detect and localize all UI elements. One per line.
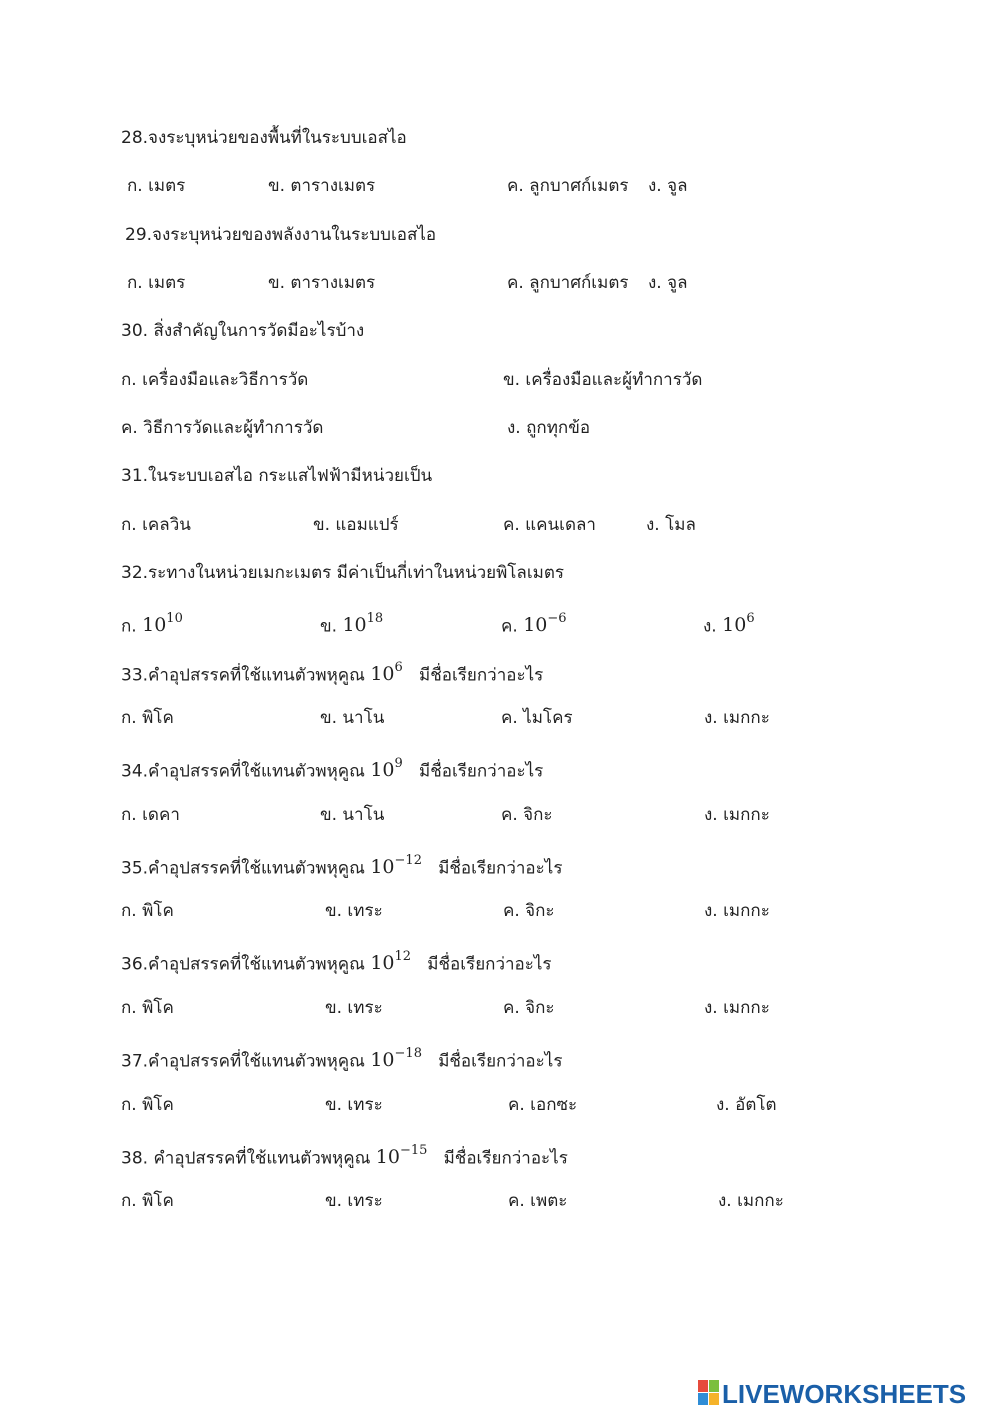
options-30-row2: [0, 408, 1000, 448]
option-c: ค. จิกะ: [503, 901, 555, 921]
option-b: ข. $10^{18}$: [320, 611, 384, 637]
option-b: ข. นาโน: [320, 708, 385, 728]
question-38: [0, 1133, 1000, 1173]
options-35: [0, 891, 1000, 931]
option-c: ค. แคนเดลา: [503, 515, 596, 535]
question-36: [0, 939, 1000, 979]
question-text: 32.ระทางในหน่วยเมกะเมตร มีค่าเป็นกี่เท่าในหน่วยพิโลเมตร: [121, 563, 565, 583]
question-28: [0, 118, 1000, 158]
option-d: ง. เมกกะ: [704, 708, 770, 728]
question-35: [0, 843, 1000, 883]
option-d: ง. เมกกะ: [704, 805, 770, 825]
liveworksheets-logo-text: LIVEWORKSHEETS: [722, 1379, 967, 1409]
liveworksheets-logo: [698, 1378, 993, 1410]
option-c: ค. จิกะ: [503, 998, 555, 1018]
option-d: ง. เมกกะ: [704, 901, 770, 921]
question-32: [0, 553, 1000, 593]
options-31: [0, 505, 1000, 545]
options-28: [0, 166, 1000, 206]
multiplier: $10^{12}$: [370, 949, 412, 975]
question-text: 38. คำอุปสรรคที่ใช้แทนตัวพหุคูณ $10^{-15}$ มีชื่อเรียกว่าอะไร: [121, 1143, 568, 1169]
option-b: ข. เทระ: [325, 1095, 383, 1115]
question-text: 29.จงระบุหน่วยของพลังงานในระบบเอสไอ: [125, 225, 437, 245]
option-a: ก. พิโค: [121, 1191, 174, 1211]
option-d: ง. อัตโต: [716, 1095, 777, 1115]
option-b: ข. เทระ: [325, 901, 383, 921]
question-text: 30. สิ่งสำคัญในการวัดมีอะไรบ้าง: [121, 321, 365, 341]
option-a: ก. พิโค: [121, 998, 174, 1018]
options-29: [0, 263, 1000, 303]
options-32: [0, 601, 1000, 641]
option-c: ค. วิธีการวัดและผู้ทำการวัด: [121, 418, 324, 438]
option-b: ข. เครื่องมือและผู้ทำการวัด: [503, 370, 703, 390]
multiplier: $10^{-12}$: [370, 853, 422, 879]
option-b: ข. แอมแปร์: [313, 515, 399, 535]
options-30-row1: [0, 360, 1000, 400]
option-a: ก. เคลวิน: [121, 515, 191, 535]
options-38: [0, 1181, 1000, 1221]
option-c: ค. ลูกบาศก์เมตร: [507, 273, 629, 293]
option-a: ก. พิโค: [121, 1095, 174, 1115]
question-33: [0, 650, 1000, 690]
options-33: [0, 698, 1000, 738]
option-a: ก. พิโค: [121, 901, 174, 921]
option-a: ก. เมตร: [127, 176, 186, 196]
option-d: ง. $10^6$: [703, 611, 755, 637]
options-34: [0, 795, 1000, 835]
liveworksheets-logo-icon: [698, 1380, 720, 1406]
option-a: ก. เครื่องมือและวิธีการวัด: [121, 370, 309, 390]
option-b: ข. ตารางเมตร: [268, 176, 376, 196]
option-d: ง. โมล: [646, 515, 696, 535]
option-d: ง. ถูกทุกข้อ: [507, 418, 591, 438]
options-37: [0, 1085, 1000, 1125]
multiplier: $10^{-15}$: [375, 1143, 428, 1169]
question-text: 34.คำอุปสรรคที่ใช้แทนตัวพหุคูณ $10^9$ มีชื่อเรียกว่าอะไร: [121, 756, 544, 782]
question-text: 36.คำอุปสรรคที่ใช้แทนตัวพหุคูณ $10^{12}$ มีชื่อเรียกว่าอะไร: [121, 949, 552, 975]
question-37: [0, 1036, 1000, 1076]
option-c: ค. $10^{-6}$: [501, 611, 567, 637]
option-b: ข. นาโน: [320, 805, 385, 825]
option-d: ง. จูล: [648, 273, 688, 293]
question-text: 33.คำอุปสรรคที่ใช้แทนตัวพหุคูณ $10^6$ มีชื่อเรียกว่าอะไร: [121, 660, 544, 686]
option-a: ก. พิโค: [121, 708, 174, 728]
multiplier: $10^9$: [370, 756, 403, 782]
option-b: ข. ตารางเมตร: [268, 273, 376, 293]
option-c: ค. ลูกบาศก์เมตร: [507, 176, 629, 196]
multiplier: $10^{-18}$: [370, 1046, 422, 1072]
question-text: 37.คำอุปสรรคที่ใช้แทนตัวพหุคูณ $10^{-18}$ มีชื่อเรียกว่าอะไร: [121, 1046, 563, 1072]
option-d: ง. เมกกะ: [704, 998, 770, 1018]
options-36: [0, 988, 1000, 1028]
option-a: ก. เดคา: [121, 805, 180, 825]
question-text: 28.จงระบุหน่วยของพื้นที่ในระบบเอสไอ: [121, 128, 407, 148]
multiplier: $10^6$: [370, 660, 403, 686]
question-text: 35.คำอุปสรรคที่ใช้แทนตัวพหุคูณ $10^{-12}$ มีชื่อเรียกว่าอะไร: [121, 853, 563, 879]
option-b: ข. เทระ: [325, 1191, 383, 1211]
option-a: ก. เมตร: [127, 273, 186, 293]
question-text: 31.ในระบบเอสไอ กระแสไฟฟ้ามีหน่วยเป็น: [121, 466, 433, 486]
option-c: ค. เอกซะ: [508, 1095, 578, 1115]
question-30: [0, 311, 1000, 351]
option-b: ข. เทระ: [325, 998, 383, 1018]
option-c: ค. จิกะ: [501, 805, 553, 825]
option-c: ค. ไมโคร: [501, 708, 573, 728]
option-c: ค. เพตะ: [508, 1191, 568, 1211]
option-d: ง. เมกกะ: [718, 1191, 784, 1211]
option-a: ก. $10^{10}$: [121, 611, 183, 637]
question-29: [0, 215, 1000, 255]
question-34: [0, 746, 1000, 786]
option-d: ง. จูล: [648, 176, 688, 196]
question-31: [0, 456, 1000, 496]
